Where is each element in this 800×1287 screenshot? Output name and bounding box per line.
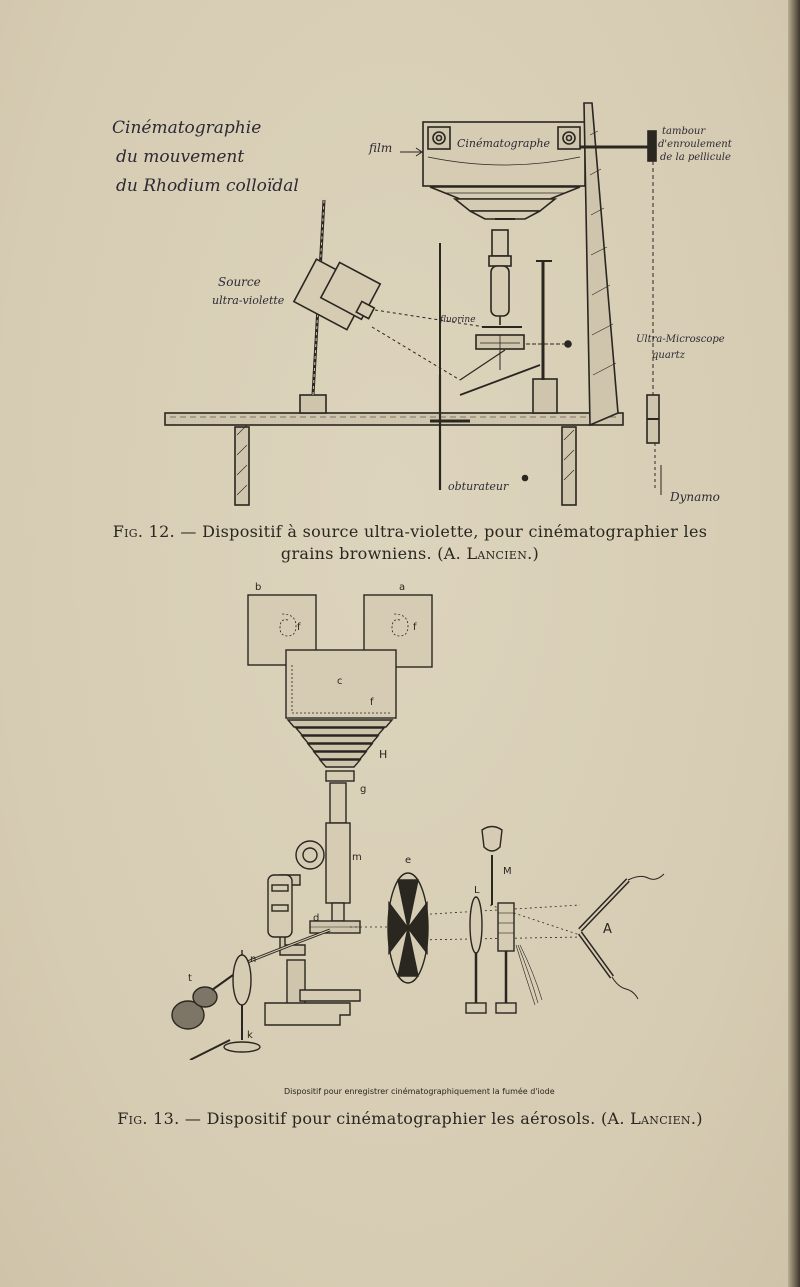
label-A: A (603, 922, 612, 937)
annotation-fluorine: fluorine (440, 315, 476, 325)
annotation-cinematographe: Cinématographe (457, 137, 551, 150)
label-g: g (360, 784, 367, 795)
label-L: L (474, 885, 480, 896)
label-f1: f (297, 622, 301, 633)
figure-13-caption-text: Dispositif pour cinématographier les aérosols. (A. (206, 1109, 625, 1128)
label-a: a (399, 582, 406, 593)
annotation-source-line2: ultra-violette (212, 294, 285, 307)
book-spine (788, 0, 800, 1287)
label-m: m (352, 852, 362, 863)
figure-12-author: Lancien (466, 544, 528, 563)
annotation-ultra-microscope: Ultra-Microscope (636, 334, 725, 345)
annotation-source-line1: Source (218, 275, 261, 289)
label-b: b (255, 582, 262, 593)
annotation-title-line1: Cinématographie (112, 118, 262, 138)
annotation-title-line3: du Rhodium colloïdal (116, 176, 299, 196)
figure-13-number: Fig. 13. (117, 1109, 180, 1128)
annotation-obturateur: obturateur (448, 480, 509, 493)
label-M: M (503, 866, 512, 877)
label-f3: f (370, 697, 374, 708)
label-f2: f (413, 622, 417, 633)
annotation-tambour-line2: d'enroulement (658, 139, 732, 150)
label-n: n (250, 954, 257, 965)
label-H: H (379, 748, 388, 761)
figure-13-dash: — (184, 1109, 202, 1128)
figure-13-close: .) (690, 1109, 703, 1128)
annotation-tambour-line1: tambour (662, 126, 706, 137)
label-c: c (337, 676, 343, 687)
annotation-quartz: quartz (652, 350, 685, 361)
label-d: d (313, 913, 320, 924)
figure-12-caption-text: Dispositif à source ultra-violette, pour cinématographier les grains browniens. (A. (202, 522, 708, 563)
annotation-tambour-line3: de la pellicule (660, 152, 731, 163)
figure-12-dash: — (180, 522, 197, 541)
figure-13-sublabel: Dispositif pour enregistrer cinématographiquement la fumée d'iode (284, 1087, 555, 1096)
figure-13-author: Lancien (630, 1109, 691, 1128)
figure-13-drawing (160, 585, 680, 1060)
annotation-dynamo: Dynamo (670, 490, 720, 504)
figure-13-svg (160, 585, 680, 1060)
label-k: k (247, 1030, 253, 1041)
label-e: e (405, 855, 412, 866)
label-t: t (188, 973, 192, 984)
figure-12-caption (90, 521, 730, 565)
annotation-title-line2: du mouvement (116, 147, 245, 167)
figure-13-caption (90, 1108, 730, 1130)
annotation-film: film (369, 141, 393, 155)
figure-12-number: Fig. 12. (112, 522, 176, 541)
figure-12-close: .) (527, 544, 540, 563)
